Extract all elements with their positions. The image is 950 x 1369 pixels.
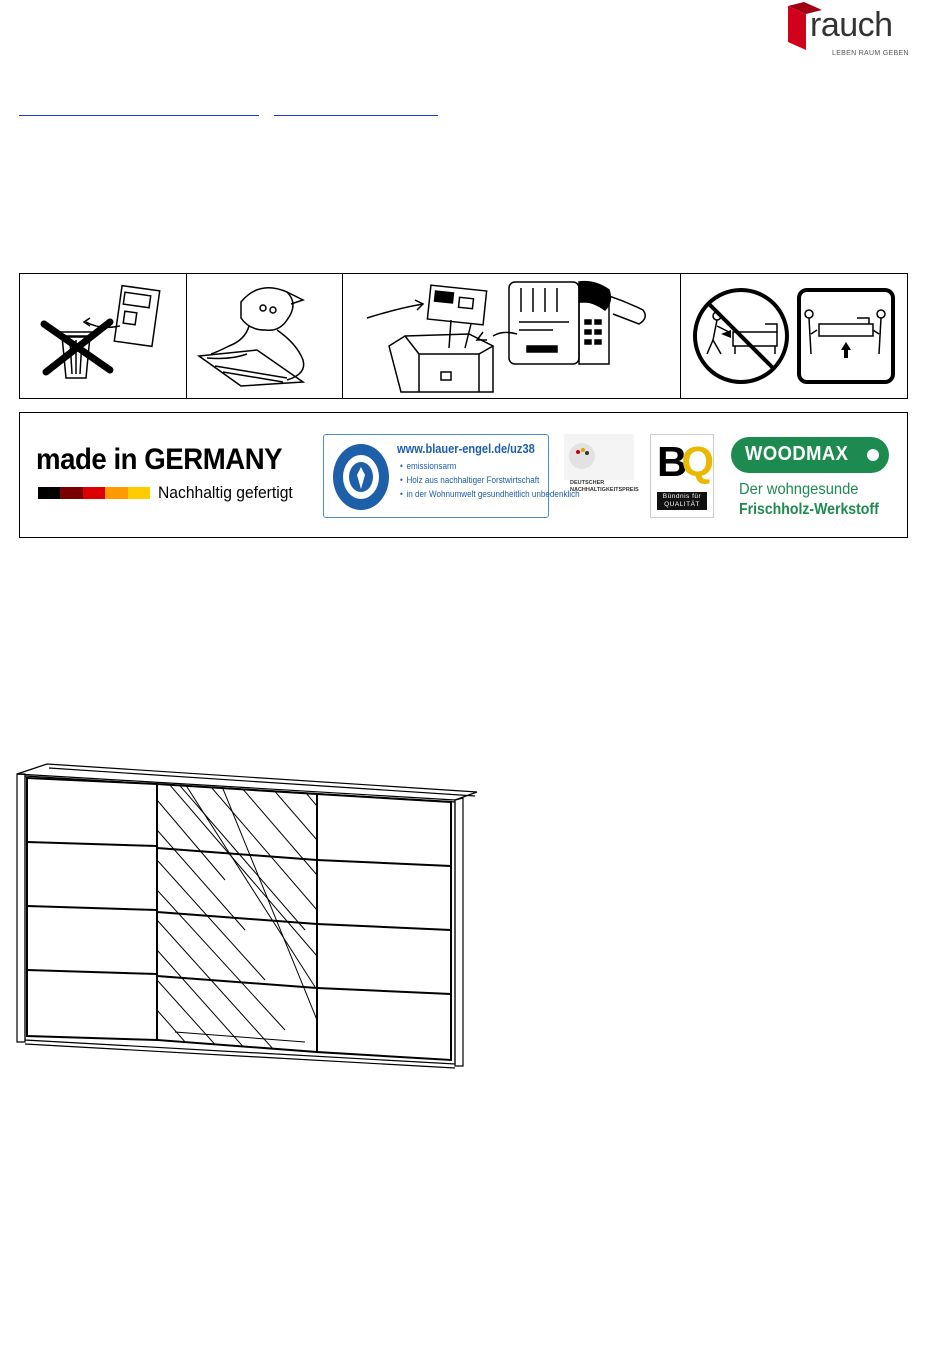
- link-underline-1[interactable]: [19, 115, 259, 116]
- wardrobe-illustration: [15, 760, 481, 1072]
- nachhaltigkeitspreis-title: DEUTSCHER NACHHALTIGKEITSPREIS: [570, 480, 639, 493]
- woodmax-line2: Frischholz-Werkstoff: [739, 501, 879, 518]
- brand-name: rauch: [810, 6, 893, 44]
- blauer-engel-item: • emissionsarm: [400, 459, 580, 473]
- blauer-engel-item: • Holz aus nachhaltiger Forstwirtschaft: [400, 473, 580, 487]
- link-underline-2[interactable]: [274, 115, 438, 116]
- woodmax-line1: Der wohngesunde: [739, 481, 859, 498]
- blauer-engel-url[interactable]: www.blauer-engel.de/uz38: [397, 441, 535, 456]
- nachhaltigkeitspreis-badge: [564, 434, 639, 518]
- care-instructions-panel: [19, 273, 908, 399]
- do-not-push-icon: [681, 274, 907, 398]
- woodmax-dot-icon: [867, 449, 879, 461]
- bq-logo: BQ: [657, 438, 715, 485]
- brand-tagline: LEBEN RAUM GEBEN: [832, 50, 909, 57]
- made-in-title: made in GERMANY: [36, 443, 283, 476]
- certifications-panel: [19, 412, 908, 538]
- nachhaltigkeitspreis-icon: [564, 434, 634, 480]
- woodmax-logo: [731, 437, 889, 473]
- keep-documents-icon: [343, 274, 681, 398]
- blauer-engel-badge: [323, 434, 580, 518]
- brand-logo: [786, 2, 910, 60]
- woodmax-name: WOODMAX: [745, 443, 849, 465]
- bq-badge: [650, 434, 714, 518]
- no-trash-icon: [20, 274, 187, 398]
- made-in-subtitle: Nachhaltig gefertigt: [158, 483, 293, 502]
- german-flag-bar: [38, 487, 150, 499]
- bq-label: Bündnis für QUALITÄT: [657, 492, 707, 510]
- read-manual-icon: [187, 274, 343, 398]
- blauer-engel-item: • in der Wohnumwelt gesundheitlich unbedenklich: [400, 487, 580, 501]
- blauer-engel-icon: [332, 443, 390, 511]
